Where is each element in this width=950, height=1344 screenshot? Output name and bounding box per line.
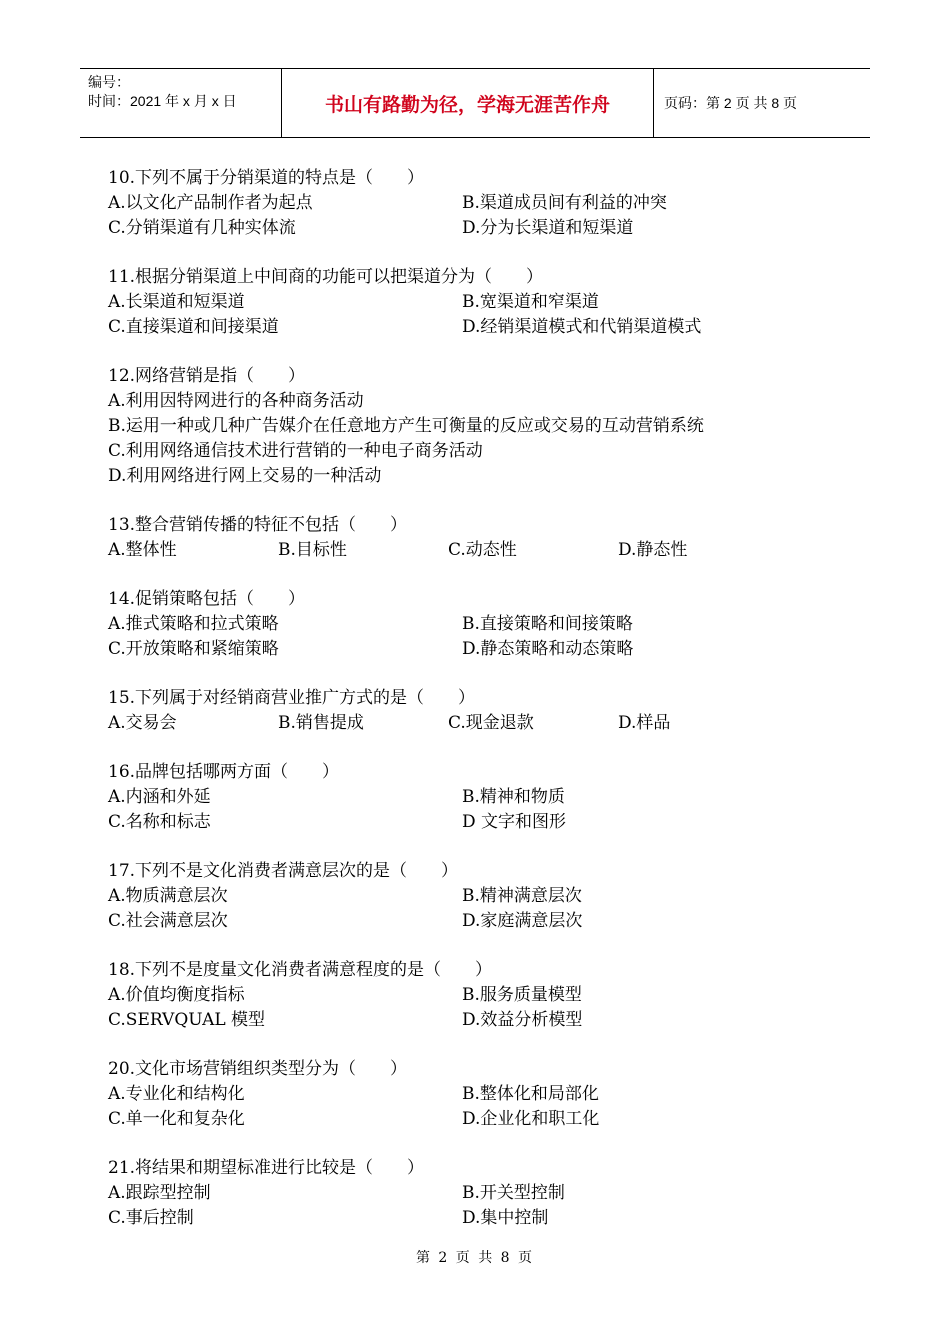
option: B.精神和物质 (462, 787, 565, 807)
option-row (108, 909, 828, 934)
question-stem: 10.下列不属于分销渠道的特点是（ ） (108, 168, 425, 188)
option-row (108, 810, 828, 835)
question-stem: 20.文化市场营销组织类型分为（ ） (108, 1059, 408, 1079)
option-row (108, 191, 828, 216)
option: A.价值均衡度指标 (108, 985, 245, 1005)
option: A.交易会 (108, 713, 177, 733)
option-row (108, 1082, 828, 1107)
doc-number-label: 编号： (88, 74, 130, 90)
question-stem: 17.下列不是文化消费者满意层次的是（ ） (108, 861, 459, 881)
option: D.静态策略和动态策略 (462, 639, 634, 659)
option: B.宽渠道和窄渠道 (462, 292, 599, 312)
option: D.效益分析模型 (462, 1010, 583, 1030)
option-line: D.利用网络进行网上交易的一种活动 (108, 466, 382, 486)
option: A.长渠道和短渠道 (108, 292, 245, 312)
option-row (108, 711, 828, 736)
option: D.企业化和职工化 (462, 1109, 600, 1129)
option: D.集中控制 (462, 1208, 549, 1228)
question-stem: 12.网络营销是指（ ） (108, 366, 306, 386)
option: C.名称和标志 (108, 812, 211, 832)
question-block (108, 859, 828, 934)
option-row (108, 216, 828, 241)
option: C.开放策略和紧缩策略 (108, 639, 279, 659)
option: B.目标性 (278, 540, 347, 560)
option-row (108, 1181, 828, 1206)
option: B.销售提成 (278, 713, 364, 733)
option-row (108, 785, 828, 810)
option: C.直接渠道和间接渠道 (108, 317, 279, 337)
option-line: A.利用因特网进行的各种商务活动 (108, 391, 364, 411)
option: B.精神满意层次 (462, 886, 582, 906)
option: C.现金退款 (448, 713, 534, 733)
doc-time-label: 时间：2021 年 x 月 x 日 (88, 93, 237, 109)
question-stem: 15.下列属于对经销商营业推广方式的是（ ） (108, 688, 476, 708)
option-row (108, 1107, 828, 1132)
option-row (108, 290, 828, 315)
question-block (108, 265, 828, 340)
option-line: B.运用一种或几种广告媒介在任意地方产生可衡量的反应或交易的互动营销系统 (108, 416, 704, 436)
option-row (108, 884, 828, 909)
option: D.经销渠道模式和代销渠道模式 (462, 317, 702, 337)
option: C.单一化和复杂化 (108, 1109, 245, 1129)
question-stem: 18.下列不是度量文化消费者满意程度的是（ ） (108, 960, 493, 980)
header-page-info: 页码：第 2 页 共 8 页 (664, 95, 798, 111)
page-header (80, 68, 870, 138)
option: A.物质满意层次 (108, 886, 228, 906)
option: C.分销渠道有几种实体流 (108, 218, 296, 238)
option: A.整体性 (108, 540, 177, 560)
option: B.开关型控制 (462, 1183, 565, 1203)
option: A.内涵和外延 (108, 787, 211, 807)
option: D 文字和图形 (462, 812, 567, 832)
header-info-cell (80, 69, 281, 137)
option: C.动态性 (448, 540, 517, 560)
question-stem: 21.将结果和期望标准进行比较是（ ） (108, 1158, 425, 1178)
option-row (108, 315, 828, 340)
option-row (108, 1206, 828, 1231)
option-row (108, 983, 828, 1008)
option-row (108, 538, 828, 563)
option: D.静态性 (618, 540, 688, 560)
header-motto: 书山有路勤为径，学海无涯苦作舟 (281, 69, 654, 137)
question-block (108, 1057, 828, 1132)
option: A.以文化产品制作者为起点 (108, 193, 313, 213)
option: A.推式策略和拉式策略 (108, 614, 279, 634)
question-block (108, 587, 828, 662)
question-stem: 14.促销策略包括（ ） (108, 589, 306, 609)
question-block (108, 686, 828, 736)
option-row (108, 612, 828, 637)
question-stem: 16.品牌包括哪两方面（ ） (108, 762, 340, 782)
option: D.样品 (618, 713, 671, 733)
page-footer: 第 2 页 共 8 页 (415, 1250, 535, 1266)
question-stem: 11.根据分销渠道上中间商的功能可以把渠道分为（ ） (108, 267, 544, 287)
question-block (108, 760, 828, 835)
option: C.社会满意层次 (108, 911, 228, 931)
option: B.服务质量模型 (462, 985, 582, 1005)
question-block (108, 364, 828, 489)
option: B.整体化和局部化 (462, 1084, 599, 1104)
option: C.SERVQUAL 模型 (108, 1010, 266, 1030)
option-line: C.利用网络通信技术进行营销的一种电子商务活动 (108, 441, 483, 461)
option: C.事后控制 (108, 1208, 194, 1228)
option: B.直接策略和间接策略 (462, 614, 633, 634)
question-block (108, 958, 828, 1033)
option: D.分为长渠道和短渠道 (462, 218, 634, 238)
option: B.渠道成员间有利益的冲突 (462, 193, 667, 213)
question-block (108, 1156, 828, 1231)
option: A.专业化和结构化 (108, 1084, 245, 1104)
option-row (108, 637, 828, 662)
question-stem: 13.整合营销传播的特征不包括（ ） (108, 515, 408, 535)
question-block (108, 513, 828, 563)
option: A.跟踪型控制 (108, 1183, 211, 1203)
option: D.家庭满意层次 (462, 911, 583, 931)
option-row (108, 1008, 828, 1033)
question-list (108, 166, 828, 1255)
question-block (108, 166, 828, 241)
